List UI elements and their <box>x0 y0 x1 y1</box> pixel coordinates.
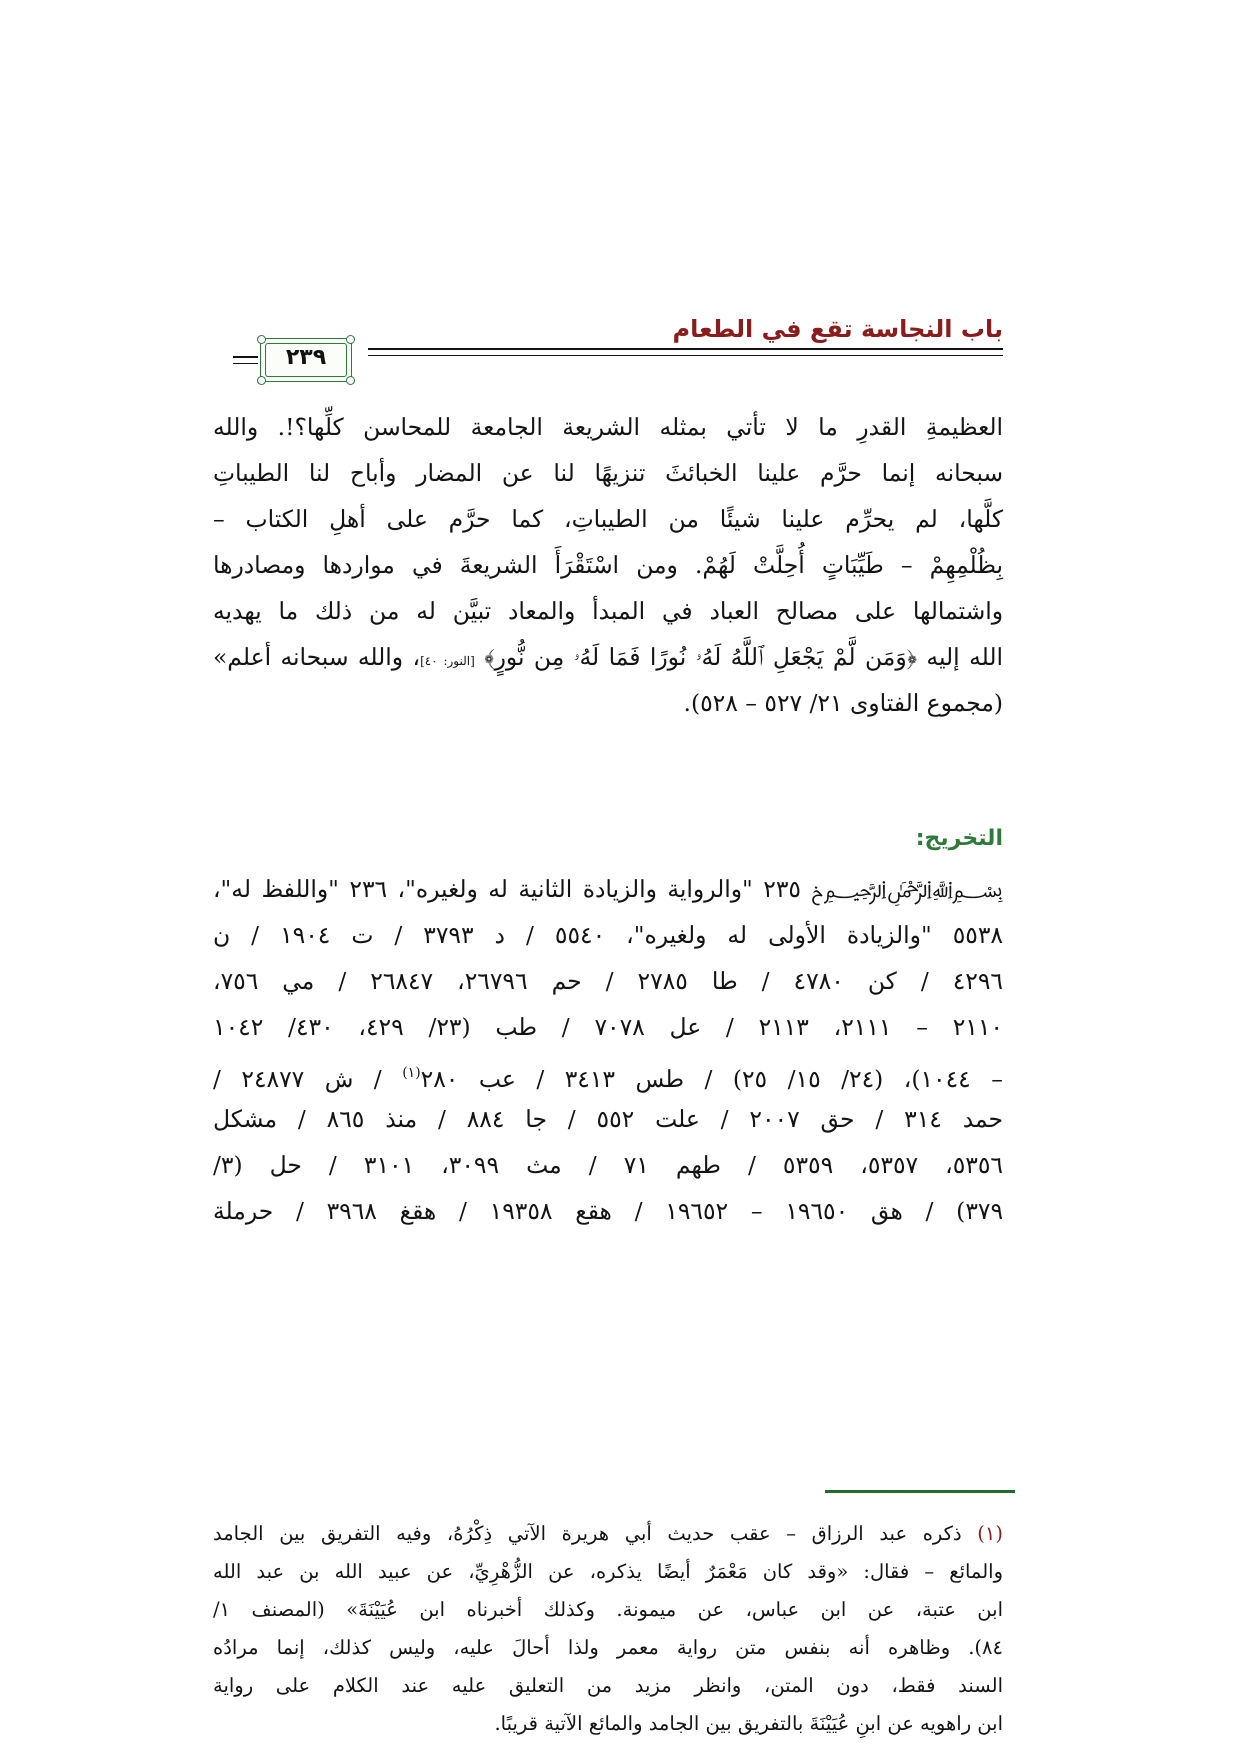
takhrij-line: حمد ٣١٤ / حق ٢٠٠٧ / علت ٥٥٢ / جا ٨٨٤ / منذ ٨٦٥ / مشكل <box>213 1105 1003 1133</box>
paragraph-line: العظيمةِ القدرِ ما لا تأتي بمثله الشريعة الجامعة للمحاسن كلِّها؟!. والله <box>213 413 1003 441</box>
quote-tail: ، والله سبحانه أعلم» <box>213 643 421 671</box>
badge-ornament <box>346 335 355 344</box>
badge-ornament <box>257 376 266 385</box>
takhrij-line: ٣٧٩) / هق ١٩٦٥٠ – ١٩٦٥٢ / هقع ١٩٣٥٨ / هقغ ٣٩٦٨ / حرملة <box>213 1197 1004 1225</box>
footnote-text: ذكره عبد الرزاق – عقب حديث أبي هريرة الآتي ذِكْرُهُ، وفيه التفريق بين الجامد <box>213 1522 978 1545</box>
footnote-line: ابن راهويه عن ابنِ عُيَيْنَةَ بالتفريق بين الجامد والمائع الآتية قريبًا. <box>494 1712 1003 1735</box>
footnote-line: السند فقط، دون المتن، وانظر مزيد من التعليق عليه عند الكلام على رواية <box>213 1674 1003 1697</box>
paragraph-line: بِظُلْمِهِمْ – طَيِّبَاتٍ أُحِلَّتْ لَهُمْ. ومن اسْتَقْرَأَ الشريعةَ في مواردها ومصادرها <box>213 551 1003 579</box>
header-rule-right-top <box>368 348 1003 350</box>
quran-quote-line <box>213 634 1003 680</box>
header-rule-right-bottom <box>368 355 1003 356</box>
footnote-line: ٨٤). وظاهره أنه بنفس متن رواية معمر ولذا أحالَ عليه، وليس كذلك، إنما مرادُه <box>213 1636 1003 1659</box>
footnote-line: ابن عتبة، عن ابن عباس، عن ميمونة. وكذلك أخبرناه ابن عُيَيْنَةَ» (المصنف ١/ <box>213 1598 1003 1621</box>
takhrij-line: ﷽خ ٢٣٥ "والرواية والزيادة الثانية له ولغيره"، ٢٣٦ "واللفظ له"، <box>213 875 1004 903</box>
takhrij-heading: التخريج: <box>915 826 1003 851</box>
footnote-number: (١) <box>977 1522 1003 1545</box>
paragraph-line: كلَّها، لم يحرِّم علينا شيئًا من الطيباتِ، كما حرَّم على أهلِ الكتاب – <box>213 505 1003 533</box>
running-title: باب النجاسة تقع في الطعام <box>672 315 1003 343</box>
footnote-line: والمائع – فقال: «وقد كان مَعْمَرٌ أيضًا يذكره، عن الزُّهْرِيِّ، عن عبيد الله بن عبد الله <box>213 1560 1003 1583</box>
takhrij-line: ٤٢٩٦ / كن ٤٧٨٠ / طا ٢٧٨٥ / حم ٢٦٧٩٦، ٢٦٨٤٧ / مي ٧٥٦، <box>213 967 1003 995</box>
header-rule-left-top <box>233 356 258 358</box>
quran-close: ﴾ <box>474 643 495 671</box>
takhrij-line-part: – ١٠٤٤)، (٢٤/ ١٥/ ٢٥) / طس ٣٤١٣ / عب ٢٨٠ <box>420 1065 1003 1093</box>
paragraph-line: سبحانه إنما حرَّم علينا الخبائثَ تنزيهًا لنا عن المضار وأباح لنا الطيباتِ <box>213 459 1003 487</box>
takhrij-line: ٥٣٥٦، ٥٣٥٧، ٥٣٥٩ / طهم ٧١ / مث ٣٠٩٩، ٣١٠١ / حل (٣/ <box>213 1151 1003 1179</box>
takhrij-line: ٥٥٣٨ "والزيادة الأولى له ولغيره"، ٥٥٤٠ / د ٣٧٩٣ / ت ١٩٠٤ / ن <box>213 921 1003 949</box>
badge-ornament <box>257 335 266 344</box>
quran-open: الله إليه ﴿ <box>906 643 1003 671</box>
header-rule-left-bottom <box>233 363 258 364</box>
quran-verse: وَمَن لَّمْ يَجْعَلِ ٱللَّهُ لَهُۥ نُورًا فَمَا لَهُۥ مِن نُّورٍ <box>494 643 907 671</box>
footnote-reference[interactable]: (١) <box>402 1065 421 1081</box>
source-citation: (مجموع الفتاوى ٢١/ ٥٢٧ – ٥٢٨). <box>683 689 1003 717</box>
takhrij-line <box>213 1050 1003 1096</box>
page-number-badge <box>260 338 352 382</box>
footnote-line <box>213 1515 1003 1553</box>
takhrij-line-part: / ش ٢٤٨٧٧ / <box>213 1065 403 1093</box>
takhrij-line: ٢١١٠ – ٢١١١، ٢١١٣ / عل ٧٠٧٨ / طب (٢٣/ ٤٢٩، ٤٣٠/ ١٠٤٢ <box>213 1013 1003 1041</box>
verse-reference: [النور: ٤٠] <box>420 654 475 668</box>
page-number: ٢٣٩ <box>285 345 327 370</box>
badge-ornament <box>346 376 355 385</box>
paragraph-line: واشتمالها على مصالح العباد في المبدأ والمعاد تبيَّن له من ذلك ما يهديه <box>213 597 1003 625</box>
footnote-separator <box>825 1490 1015 1493</box>
